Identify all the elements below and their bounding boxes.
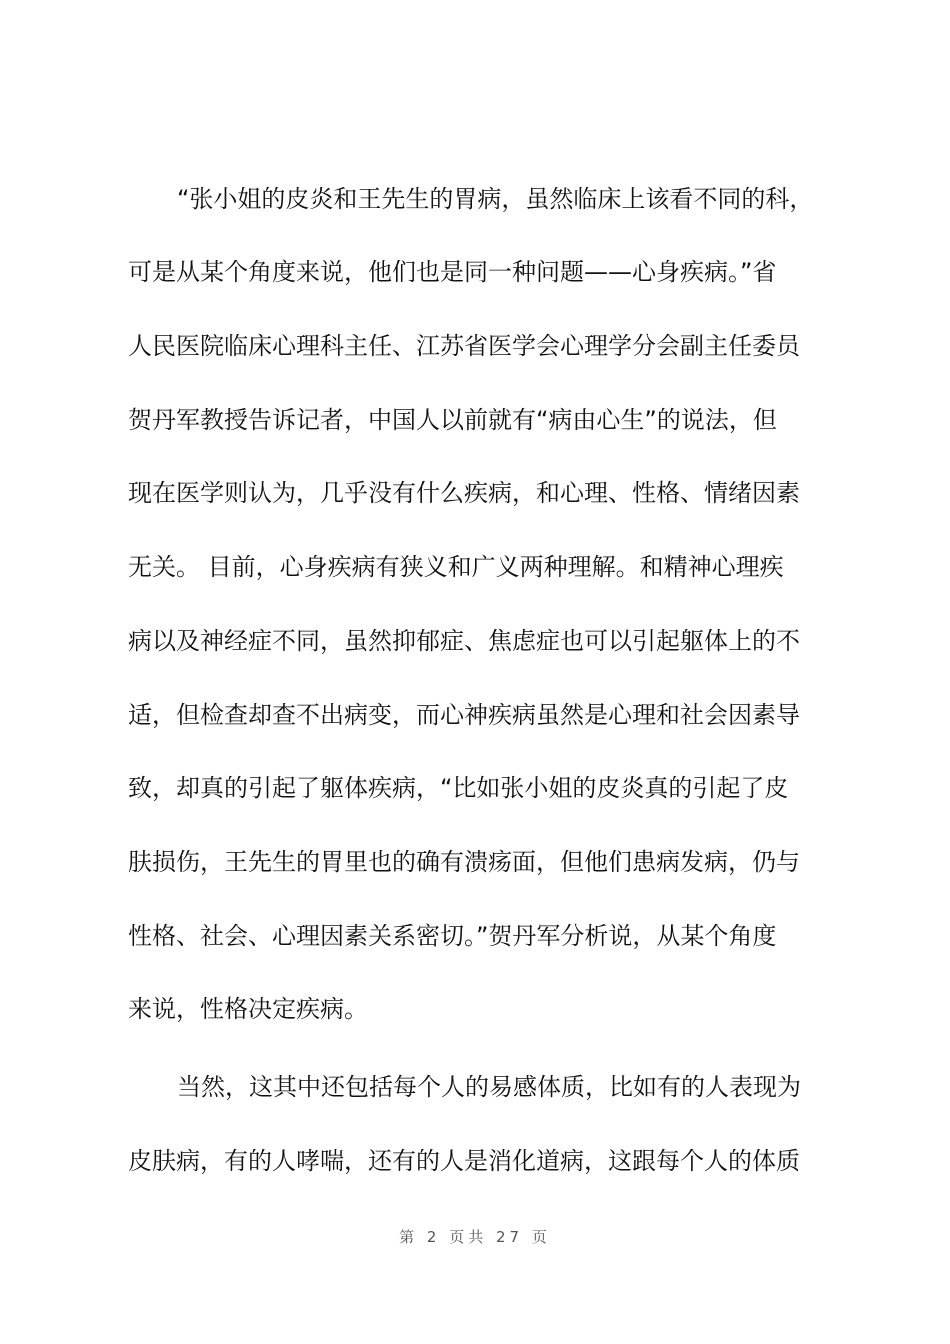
paragraph-1-line-9: 致，却真的引起了躯体疾病，“比如张小姐的皮炎真的引起了皮	[128, 774, 789, 802]
paragraph-1-line-8: 适，但检查却查不出病变，而心神疾病虽然是心理和社会因素导	[128, 701, 800, 729]
paragraph-1-line-10: 肤损伤，王先生的胃里也的确有溃疡面，但他们患病发病，仍与	[128, 848, 800, 876]
paragraph-1-line-6: 无关。 目前，心身疾病有狭义和广义两种理解。和精神心理疾	[128, 553, 784, 581]
page-number-footer: 第 2 页共 27 页	[399, 1228, 551, 1246]
paragraph-1-line-3: 人民医院临床心理科主任、江苏省医学会心理学分会副主任委员	[128, 332, 800, 360]
paragraph-1-line-11: 性格、社会、心理因素关系密切。”贺丹军分析说，从某个角度	[128, 922, 777, 950]
paragraph-1-line-2: 可是从某个角度来说，他们也是同一种问题——心身疾病。”省	[128, 258, 777, 286]
paragraph-1-line-4: 贺丹军教授告诉记者，中国人以前就有“病由心生”的说法，但	[128, 406, 777, 434]
paragraph-1-line-7: 病以及神经症不同，虽然抑郁症、焦虑症也可以引起躯体上的不	[128, 627, 800, 655]
paragraph-2-line-1: 当然，这其中还包括每个人的易感体质，比如有的人表现为	[177, 1073, 801, 1101]
paragraph-1-line-5: 现在医学则认为，几乎没有什么疾病，和心理、性格、情绪因素	[128, 479, 800, 507]
paragraph-1-line-1: “张小姐的皮炎和王先生的胃病，虽然临床上该看不同的科，	[177, 185, 814, 213]
paragraph-2-line-2: 皮肤病，有的人哮喘，还有的人是消化道病，这跟每个人的体质	[128, 1147, 800, 1175]
paragraph-1-line-12: 来说，性格决定疾病。	[128, 995, 368, 1023]
